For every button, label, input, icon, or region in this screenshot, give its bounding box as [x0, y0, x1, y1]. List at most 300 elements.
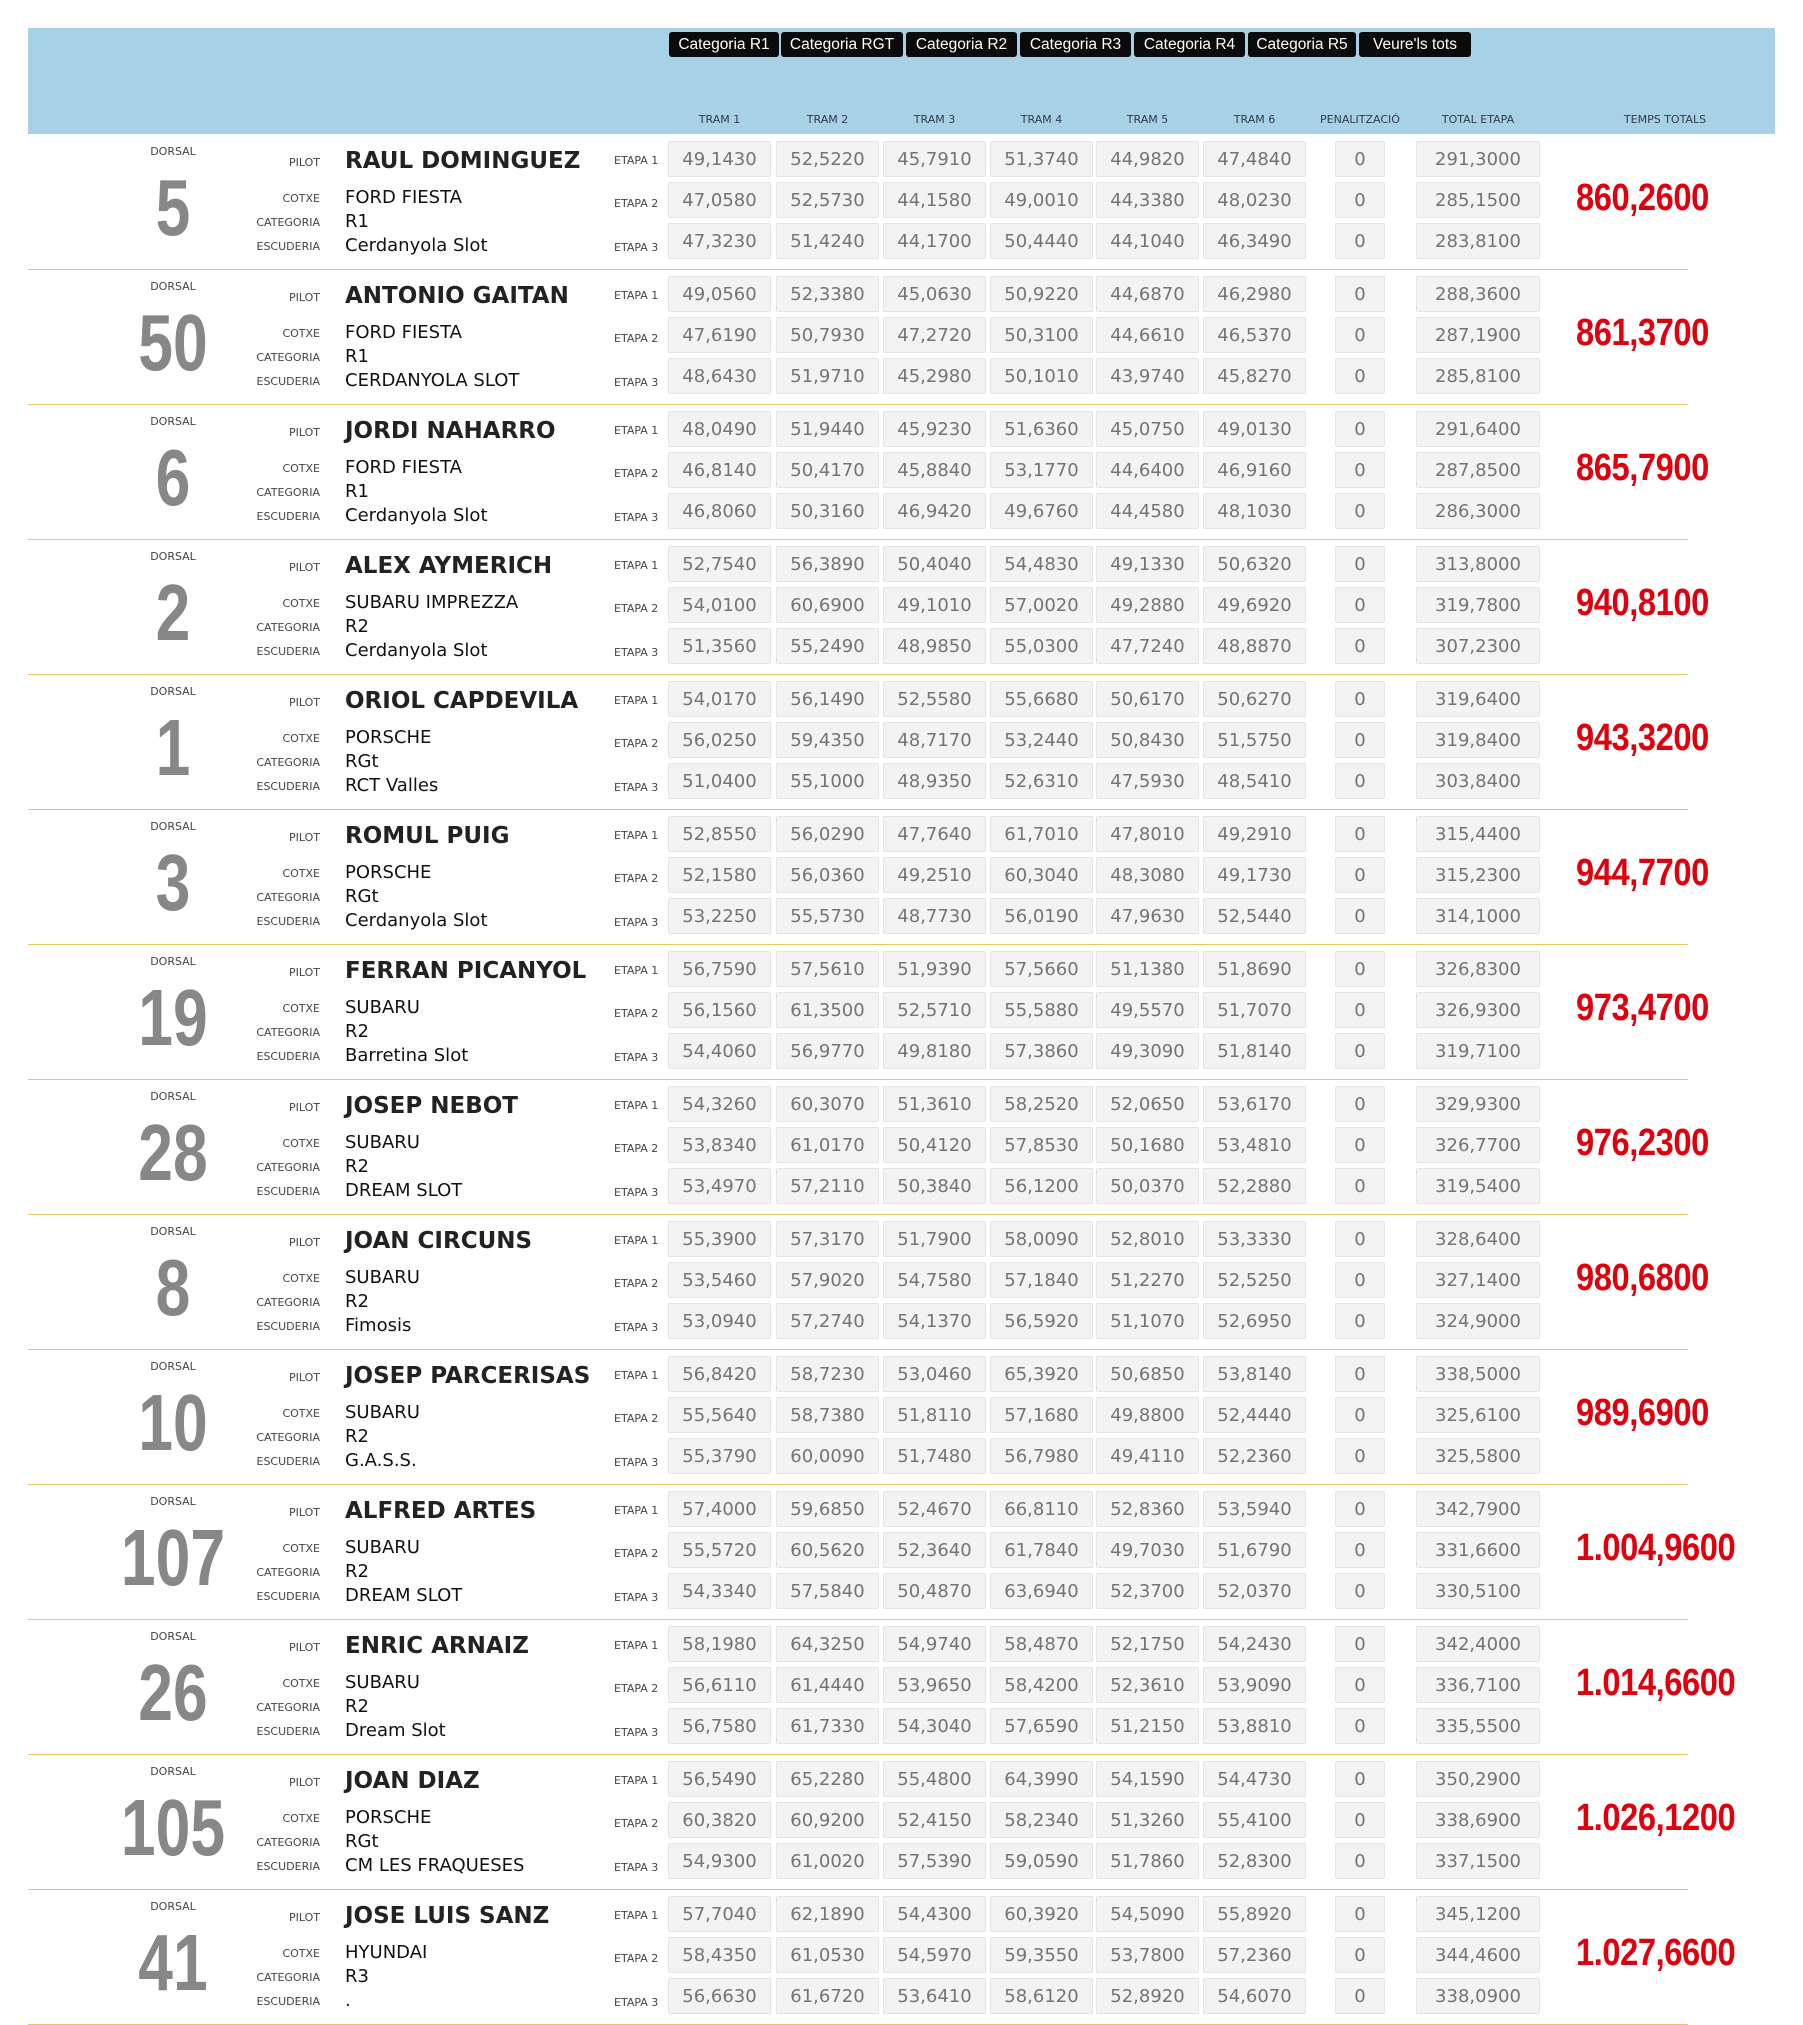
- penalty-cell: 0: [1335, 722, 1385, 758]
- tram-time-cell: 52,1750: [1096, 1626, 1199, 1662]
- tram-time-cell: 54,4830: [990, 546, 1093, 582]
- tram-time-cell: 55,4800: [883, 1761, 986, 1797]
- filter-button-4[interactable]: Categoria R3: [1020, 32, 1131, 57]
- penalty-cell: 0: [1335, 628, 1385, 664]
- stage-total-cell: 342,7900: [1416, 1491, 1540, 1527]
- etapa-label: ETAPA 1: [614, 559, 659, 572]
- column-header-tram-3: TRAM 3: [913, 113, 956, 126]
- dorsal-number: 105: [120, 1783, 226, 1872]
- tram-time-cell: 51,4240: [776, 223, 879, 259]
- etapa-label: ETAPA 1: [614, 1234, 659, 1247]
- tram-time-cell: 50,3160: [776, 493, 879, 529]
- stage-total-cell: 338,0900: [1416, 1978, 1540, 2014]
- tram-time-cell: 44,6610: [1096, 317, 1199, 353]
- penalty-cell: 0: [1335, 681, 1385, 717]
- penalty-cell: 0: [1335, 1221, 1385, 1257]
- penalty-cell: 0: [1335, 898, 1385, 934]
- tram-time-cell: 51,6790: [1203, 1532, 1306, 1568]
- tram-time-cell: 55,6680: [990, 681, 1093, 717]
- etapa-label: ETAPA 3: [614, 1051, 659, 1064]
- tram-time-cell: 49,6760: [990, 493, 1093, 529]
- penalty-cell: 0: [1335, 1356, 1385, 1392]
- tram-time-cell: 56,0190: [990, 898, 1093, 934]
- tram-time-cell: 53,9090: [1203, 1667, 1306, 1703]
- tram-time-cell: 46,8060: [668, 493, 771, 529]
- tram-time-cell: 50,6270: [1203, 681, 1306, 717]
- stage-total-cell: 287,1900: [1416, 317, 1540, 353]
- penalty-cell: 0: [1335, 1978, 1385, 2014]
- cotxe-value: SUBARU: [345, 1267, 420, 1288]
- tram-time-cell: 51,3610: [883, 1086, 986, 1122]
- result-row: [28, 1755, 1775, 1890]
- stage-total-cell: 314,1000: [1416, 898, 1540, 934]
- tram-time-cell: 52,8920: [1096, 1978, 1199, 2014]
- tram-time-cell: 54,2430: [1203, 1626, 1306, 1662]
- pilot-name: ALFRED ARTES: [345, 1498, 537, 1524]
- result-row: [28, 945, 1775, 1080]
- pilot-name: JOSE LUIS SANZ: [345, 1903, 550, 1929]
- categoria-label: CATEGORIA: [256, 1026, 320, 1039]
- cotxe-label: COTXE: [282, 1137, 320, 1150]
- cotxe-value: SUBARU: [345, 1402, 420, 1423]
- penalty-cell: 0: [1335, 1896, 1385, 1932]
- escuderia-label: ESCUDERIA: [256, 1860, 320, 1873]
- pilot-label: PILOT: [289, 696, 320, 709]
- etapa-label: ETAPA 3: [614, 1456, 659, 1469]
- categoria-value: RGt: [345, 886, 379, 907]
- stage-total-cell: 291,3000: [1416, 141, 1540, 177]
- stage-total-cell: 286,3000: [1416, 493, 1540, 529]
- tram-time-cell: 54,3340: [668, 1573, 771, 1609]
- stage-total-cell: 307,2300: [1416, 628, 1540, 664]
- tram-time-cell: 50,8430: [1096, 722, 1199, 758]
- tram-time-cell: 64,3250: [776, 1626, 879, 1662]
- escuderia-label: ESCUDERIA: [256, 1185, 320, 1198]
- tram-time-cell: 47,7640: [883, 816, 986, 852]
- etapa-label: ETAPA 2: [614, 1277, 659, 1290]
- tram-time-cell: 57,2110: [776, 1168, 879, 1204]
- tram-time-cell: 49,6920: [1203, 587, 1306, 623]
- total-time: 973,4700: [1576, 987, 1709, 1029]
- penalty-cell: 0: [1335, 1491, 1385, 1527]
- etapa-label: ETAPA 3: [614, 511, 659, 524]
- pilot-label: PILOT: [289, 966, 320, 979]
- cotxe-label: COTXE: [282, 1812, 320, 1825]
- tram-time-cell: 54,3260: [668, 1086, 771, 1122]
- categoria-value: RGt: [345, 751, 379, 772]
- stage-total-cell: 319,7800: [1416, 587, 1540, 623]
- tram-time-cell: 50,4120: [883, 1127, 986, 1163]
- pilot-name: ANTONIO GAITAN: [345, 283, 569, 309]
- etapa-label: ETAPA 1: [614, 829, 659, 842]
- tram-time-cell: 58,7230: [776, 1356, 879, 1392]
- etapa-label: ETAPA 1: [614, 154, 659, 167]
- tram-time-cell: 49,2510: [883, 857, 986, 893]
- dorsal-number: 2: [155, 568, 191, 657]
- tram-time-cell: 53,5460: [668, 1262, 771, 1298]
- penalty-cell: 0: [1335, 141, 1385, 177]
- penalty-cell: 0: [1335, 182, 1385, 218]
- tram-time-cell: 64,3990: [990, 1761, 1093, 1797]
- tram-time-cell: 44,1700: [883, 223, 986, 259]
- tram-time-cell: 61,4440: [776, 1667, 879, 1703]
- penalty-cell: 0: [1335, 452, 1385, 488]
- penalty-cell: 0: [1335, 1438, 1385, 1474]
- tram-time-cell: 48,7170: [883, 722, 986, 758]
- tram-time-cell: 51,8690: [1203, 951, 1306, 987]
- categoria-label: CATEGORIA: [256, 1971, 320, 1984]
- filter-button-7[interactable]: Veure'ls tots: [1359, 32, 1471, 57]
- tram-time-cell: 48,8870: [1203, 628, 1306, 664]
- categoria-label: CATEGORIA: [256, 891, 320, 904]
- result-row: [28, 675, 1775, 810]
- penalty-cell: 0: [1335, 1573, 1385, 1609]
- tram-time-cell: 53,6410: [883, 1978, 986, 2014]
- categoria-label: CATEGORIA: [256, 351, 320, 364]
- tram-time-cell: 45,8270: [1203, 358, 1306, 394]
- etapa-label: ETAPA 1: [614, 1774, 659, 1787]
- categoria-label: CATEGORIA: [256, 1161, 320, 1174]
- total-time: 1.027,6600: [1576, 1932, 1736, 1974]
- tram-time-cell: 49,1430: [668, 141, 771, 177]
- tram-time-cell: 51,9390: [883, 951, 986, 987]
- tram-time-cell: 60,9200: [776, 1802, 879, 1838]
- tram-time-cell: 46,9160: [1203, 452, 1306, 488]
- escuderia-value: Cerdanyola Slot: [345, 910, 488, 931]
- tram-time-cell: 55,2490: [776, 628, 879, 664]
- cotxe-label: COTXE: [282, 867, 320, 880]
- dorsal-number: 3: [155, 838, 191, 927]
- escuderia-value: Cerdanyola Slot: [345, 640, 488, 661]
- penalty-cell: 0: [1335, 951, 1385, 987]
- penalty-cell: 0: [1335, 816, 1385, 852]
- tram-time-cell: 54,5970: [883, 1937, 986, 1973]
- tram-time-cell: 53,6170: [1203, 1086, 1306, 1122]
- stage-total-cell: 303,8400: [1416, 763, 1540, 799]
- tram-time-cell: 52,8360: [1096, 1491, 1199, 1527]
- stage-total-cell: 327,1400: [1416, 1262, 1540, 1298]
- stage-total-cell: 325,5800: [1416, 1438, 1540, 1474]
- tram-time-cell: 50,4170: [776, 452, 879, 488]
- etapa-label: ETAPA 2: [614, 197, 659, 210]
- tram-time-cell: 52,5250: [1203, 1262, 1306, 1298]
- etapa-label: ETAPA 3: [614, 1996, 659, 2009]
- dorsal-number: 19: [138, 973, 208, 1062]
- pilot-label: PILOT: [289, 1641, 320, 1654]
- column-header-tram-6: TRAM 6: [1233, 113, 1276, 126]
- tram-time-cell: 53,8140: [1203, 1356, 1306, 1392]
- cotxe-label: COTXE: [282, 1407, 320, 1420]
- penalty-cell: 0: [1335, 1626, 1385, 1662]
- tram-time-cell: 51,1070: [1096, 1303, 1199, 1339]
- tram-time-cell: 49,1730: [1203, 857, 1306, 893]
- pilot-label: PILOT: [289, 561, 320, 574]
- tram-time-cell: 52,8550: [668, 816, 771, 852]
- etapa-label: ETAPA 3: [614, 1186, 659, 1199]
- total-time: 1.004,9600: [1576, 1527, 1736, 1569]
- tram-time-cell: 61,3500: [776, 992, 879, 1028]
- tram-time-cell: 44,3380: [1096, 182, 1199, 218]
- tram-time-cell: 47,8010: [1096, 816, 1199, 852]
- total-time: 1.026,1200: [1576, 1797, 1736, 1839]
- total-time: 980,6800: [1576, 1257, 1709, 1299]
- tram-time-cell: 51,7070: [1203, 992, 1306, 1028]
- escuderia-value: Dream Slot: [345, 1720, 446, 1741]
- tram-time-cell: 49,8180: [883, 1033, 986, 1069]
- etapa-label: ETAPA 1: [614, 1369, 659, 1382]
- escuderia-label: ESCUDERIA: [256, 1725, 320, 1738]
- tram-time-cell: 52,2880: [1203, 1168, 1306, 1204]
- tram-time-cell: 52,6950: [1203, 1303, 1306, 1339]
- filter-button-5[interactable]: Categoria R4: [1134, 32, 1245, 57]
- penalty-cell: 0: [1335, 1127, 1385, 1163]
- tram-time-cell: 58,6120: [990, 1978, 1093, 2014]
- tram-time-cell: 58,4870: [990, 1626, 1093, 1662]
- tram-time-cell: 56,6110: [668, 1667, 771, 1703]
- tram-time-cell: 54,6070: [1203, 1978, 1306, 2014]
- tram-time-cell: 56,1560: [668, 992, 771, 1028]
- etapa-label: ETAPA 3: [614, 1861, 659, 1874]
- tram-time-cell: 54,9740: [883, 1626, 986, 1662]
- tram-time-cell: 49,5570: [1096, 992, 1199, 1028]
- tram-time-cell: 56,7580: [668, 1708, 771, 1744]
- tram-time-cell: 52,5580: [883, 681, 986, 717]
- stage-total-cell: 319,6400: [1416, 681, 1540, 717]
- etapa-label: ETAPA 1: [614, 1909, 659, 1922]
- tram-time-cell: 47,0580: [668, 182, 771, 218]
- tram-time-cell: 53,8810: [1203, 1708, 1306, 1744]
- tram-time-cell: 52,5710: [883, 992, 986, 1028]
- etapa-label: ETAPA 3: [614, 916, 659, 929]
- cotxe-value: SUBARU: [345, 1672, 420, 1693]
- stage-total-cell: 326,9300: [1416, 992, 1540, 1028]
- tram-time-cell: 54,0170: [668, 681, 771, 717]
- tram-time-cell: 50,6320: [1203, 546, 1306, 582]
- tram-time-cell: 47,7240: [1096, 628, 1199, 664]
- tram-time-cell: 46,5370: [1203, 317, 1306, 353]
- tram-time-cell: 51,3560: [668, 628, 771, 664]
- pilot-name: JOSEP NEBOT: [345, 1093, 518, 1119]
- stage-total-cell: 285,8100: [1416, 358, 1540, 394]
- penalty-cell: 0: [1335, 1033, 1385, 1069]
- stage-total-cell: 319,7100: [1416, 1033, 1540, 1069]
- tram-time-cell: 51,7900: [883, 1221, 986, 1257]
- etapa-label: ETAPA 3: [614, 1591, 659, 1604]
- stage-total-cell: 288,3600: [1416, 276, 1540, 312]
- tram-time-cell: 49,1010: [883, 587, 986, 623]
- tram-time-cell: 57,1840: [990, 1262, 1093, 1298]
- tram-time-cell: 52,5440: [1203, 898, 1306, 934]
- tram-time-cell: 50,4870: [883, 1573, 986, 1609]
- tram-time-cell: 52,1580: [668, 857, 771, 893]
- filter-button-1[interactable]: Categoria R1: [669, 32, 779, 57]
- stage-total-cell: 319,8400: [1416, 722, 1540, 758]
- tram-time-cell: 44,1040: [1096, 223, 1199, 259]
- dorsal-number: 107: [120, 1513, 226, 1602]
- result-row: [28, 1215, 1775, 1350]
- tram-time-cell: 56,9770: [776, 1033, 879, 1069]
- result-row: [28, 1890, 1775, 2025]
- tram-time-cell: 57,6590: [990, 1708, 1093, 1744]
- escuderia-label: ESCUDERIA: [256, 1455, 320, 1468]
- result-row: [28, 540, 1775, 675]
- total-time: 989,6900: [1576, 1392, 1709, 1434]
- filter-button-2[interactable]: Categoria RGT: [781, 32, 903, 57]
- stage-total-cell: 324,9000: [1416, 1303, 1540, 1339]
- categoria-value: R2: [345, 616, 369, 637]
- categoria-value: R3: [345, 1966, 369, 1987]
- tram-time-cell: 55,5720: [668, 1532, 771, 1568]
- cotxe-value: HYUNDAI: [345, 1942, 428, 1963]
- tram-time-cell: 59,3550: [990, 1937, 1093, 1973]
- cotxe-label: COTXE: [282, 1542, 320, 1555]
- tram-time-cell: 57,5390: [883, 1843, 986, 1879]
- tram-time-cell: 45,9230: [883, 411, 986, 447]
- tram-time-cell: 61,7330: [776, 1708, 879, 1744]
- penalty-cell: 0: [1335, 223, 1385, 259]
- stage-total-cell: 291,6400: [1416, 411, 1540, 447]
- tram-time-cell: 48,9850: [883, 628, 986, 664]
- tram-time-cell: 47,6190: [668, 317, 771, 353]
- tram-time-cell: 60,0090: [776, 1438, 879, 1474]
- tram-time-cell: 53,5940: [1203, 1491, 1306, 1527]
- tram-time-cell: 52,4150: [883, 1802, 986, 1838]
- stage-total-cell: 326,8300: [1416, 951, 1540, 987]
- tram-time-cell: 61,7840: [990, 1532, 1093, 1568]
- escuderia-value: CM LES FRAQUESES: [345, 1855, 525, 1876]
- tram-time-cell: 52,5220: [776, 141, 879, 177]
- tram-time-cell: 53,4810: [1203, 1127, 1306, 1163]
- tram-time-cell: 55,4100: [1203, 1802, 1306, 1838]
- tram-time-cell: 47,4840: [1203, 141, 1306, 177]
- tram-time-cell: 46,9420: [883, 493, 986, 529]
- tram-time-cell: 56,0250: [668, 722, 771, 758]
- etapa-label: ETAPA 2: [614, 737, 659, 750]
- tram-time-cell: 59,0590: [990, 1843, 1093, 1879]
- tram-time-cell: 57,4000: [668, 1491, 771, 1527]
- tram-time-cell: 52,3700: [1096, 1573, 1199, 1609]
- penalty-cell: 0: [1335, 546, 1385, 582]
- categoria-label: CATEGORIA: [256, 1836, 320, 1849]
- tram-time-cell: 52,8300: [1203, 1843, 1306, 1879]
- tram-time-cell: 49,2910: [1203, 816, 1306, 852]
- total-time: 1.014,6600: [1576, 1662, 1736, 1704]
- pilot-name: FERRAN PICANYOL: [345, 958, 587, 984]
- tram-time-cell: 61,7010: [990, 816, 1093, 852]
- tram-time-cell: 47,5930: [1096, 763, 1199, 799]
- penalty-cell: 0: [1335, 1937, 1385, 1973]
- escuderia-value: Barretina Slot: [345, 1045, 469, 1066]
- tram-time-cell: 51,8110: [883, 1397, 986, 1433]
- total-time: 976,2300: [1576, 1122, 1709, 1164]
- cotxe-label: COTXE: [282, 462, 320, 475]
- tram-time-cell: 53,7800: [1096, 1937, 1199, 1973]
- categoria-value: R1: [345, 211, 369, 232]
- tram-time-cell: 55,5640: [668, 1397, 771, 1433]
- tram-time-cell: 53,0940: [668, 1303, 771, 1339]
- tram-time-cell: 49,0560: [668, 276, 771, 312]
- tram-time-cell: 51,5750: [1203, 722, 1306, 758]
- tram-time-cell: 55,0300: [990, 628, 1093, 664]
- tram-time-cell: 57,0020: [990, 587, 1093, 623]
- total-time: 944,7700: [1576, 852, 1709, 894]
- pilot-name: ORIOL CAPDEVILA: [345, 688, 579, 714]
- tram-time-cell: 60,3070: [776, 1086, 879, 1122]
- tram-time-cell: 54,5090: [1096, 1896, 1199, 1932]
- tram-time-cell: 51,0400: [668, 763, 771, 799]
- stage-total-cell: 319,5400: [1416, 1168, 1540, 1204]
- penalty-cell: 0: [1335, 1843, 1385, 1879]
- etapa-label: ETAPA 3: [614, 1321, 659, 1334]
- categoria-value: R1: [345, 481, 369, 502]
- tram-time-cell: 50,1680: [1096, 1127, 1199, 1163]
- tram-time-cell: 51,3740: [990, 141, 1093, 177]
- penalty-cell: 0: [1335, 587, 1385, 623]
- total-time: 940,8100: [1576, 582, 1709, 624]
- tram-time-cell: 59,6850: [776, 1491, 879, 1527]
- tram-time-cell: 46,3490: [1203, 223, 1306, 259]
- pilot-name: JOAN CIRCUNS: [345, 1228, 533, 1254]
- etapa-label: ETAPA 3: [614, 646, 659, 659]
- tram-time-cell: 44,4580: [1096, 493, 1199, 529]
- pilot-label: PILOT: [289, 1911, 320, 1924]
- tram-time-cell: 53,2250: [668, 898, 771, 934]
- tram-time-cell: 51,9710: [776, 358, 879, 394]
- tram-time-cell: 61,6720: [776, 1978, 879, 2014]
- tram-time-cell: 54,3040: [883, 1708, 986, 1744]
- etapa-label: ETAPA 3: [614, 241, 659, 254]
- penalty-cell: 0: [1335, 1708, 1385, 1744]
- result-row: [28, 810, 1775, 945]
- tram-time-cell: 53,1770: [990, 452, 1093, 488]
- tram-time-cell: 49,8800: [1096, 1397, 1199, 1433]
- tram-time-cell: 61,0530: [776, 1937, 879, 1973]
- etapa-label: ETAPA 1: [614, 964, 659, 977]
- filter-button-6[interactable]: Categoria R5: [1248, 32, 1356, 57]
- total-time: 860,2600: [1576, 177, 1709, 219]
- stage-total-cell: 350,2900: [1416, 1761, 1540, 1797]
- escuderia-value: RCT Valles: [345, 775, 439, 796]
- cotxe-value: FORD FIESTA: [345, 322, 462, 343]
- tram-time-cell: 57,1680: [990, 1397, 1093, 1433]
- stage-total-cell: 338,5000: [1416, 1356, 1540, 1392]
- dorsal-label: DORSAL: [150, 1495, 196, 1508]
- tram-time-cell: 52,3380: [776, 276, 879, 312]
- filter-button-3[interactable]: Categoria R2: [906, 32, 1017, 57]
- dorsal-number: 5: [155, 163, 191, 252]
- penalty-cell: 0: [1335, 1262, 1385, 1298]
- cotxe-label: COTXE: [282, 327, 320, 340]
- pilot-name: ENRIC ARNAIZ: [345, 1633, 529, 1659]
- tram-time-cell: 56,0360: [776, 857, 879, 893]
- stage-total-cell: 336,7100: [1416, 1667, 1540, 1703]
- dorsal-label: DORSAL: [150, 685, 196, 698]
- tram-time-cell: 49,0130: [1203, 411, 1306, 447]
- tram-time-cell: 51,2150: [1096, 1708, 1199, 1744]
- tram-time-cell: 53,9650: [883, 1667, 986, 1703]
- tram-time-cell: 54,4300: [883, 1896, 986, 1932]
- result-row: [28, 1350, 1775, 1485]
- stage-total-cell: 315,4400: [1416, 816, 1540, 852]
- tram-time-cell: 56,7590: [668, 951, 771, 987]
- result-row: [28, 1080, 1775, 1215]
- column-header-tram-5: TRAM 5: [1126, 113, 1169, 126]
- categoria-label: CATEGORIA: [256, 1566, 320, 1579]
- escuderia-label: ESCUDERIA: [256, 240, 320, 253]
- total-time: 865,7900: [1576, 447, 1709, 489]
- dorsal-label: DORSAL: [150, 1090, 196, 1103]
- penalty-cell: 0: [1335, 1532, 1385, 1568]
